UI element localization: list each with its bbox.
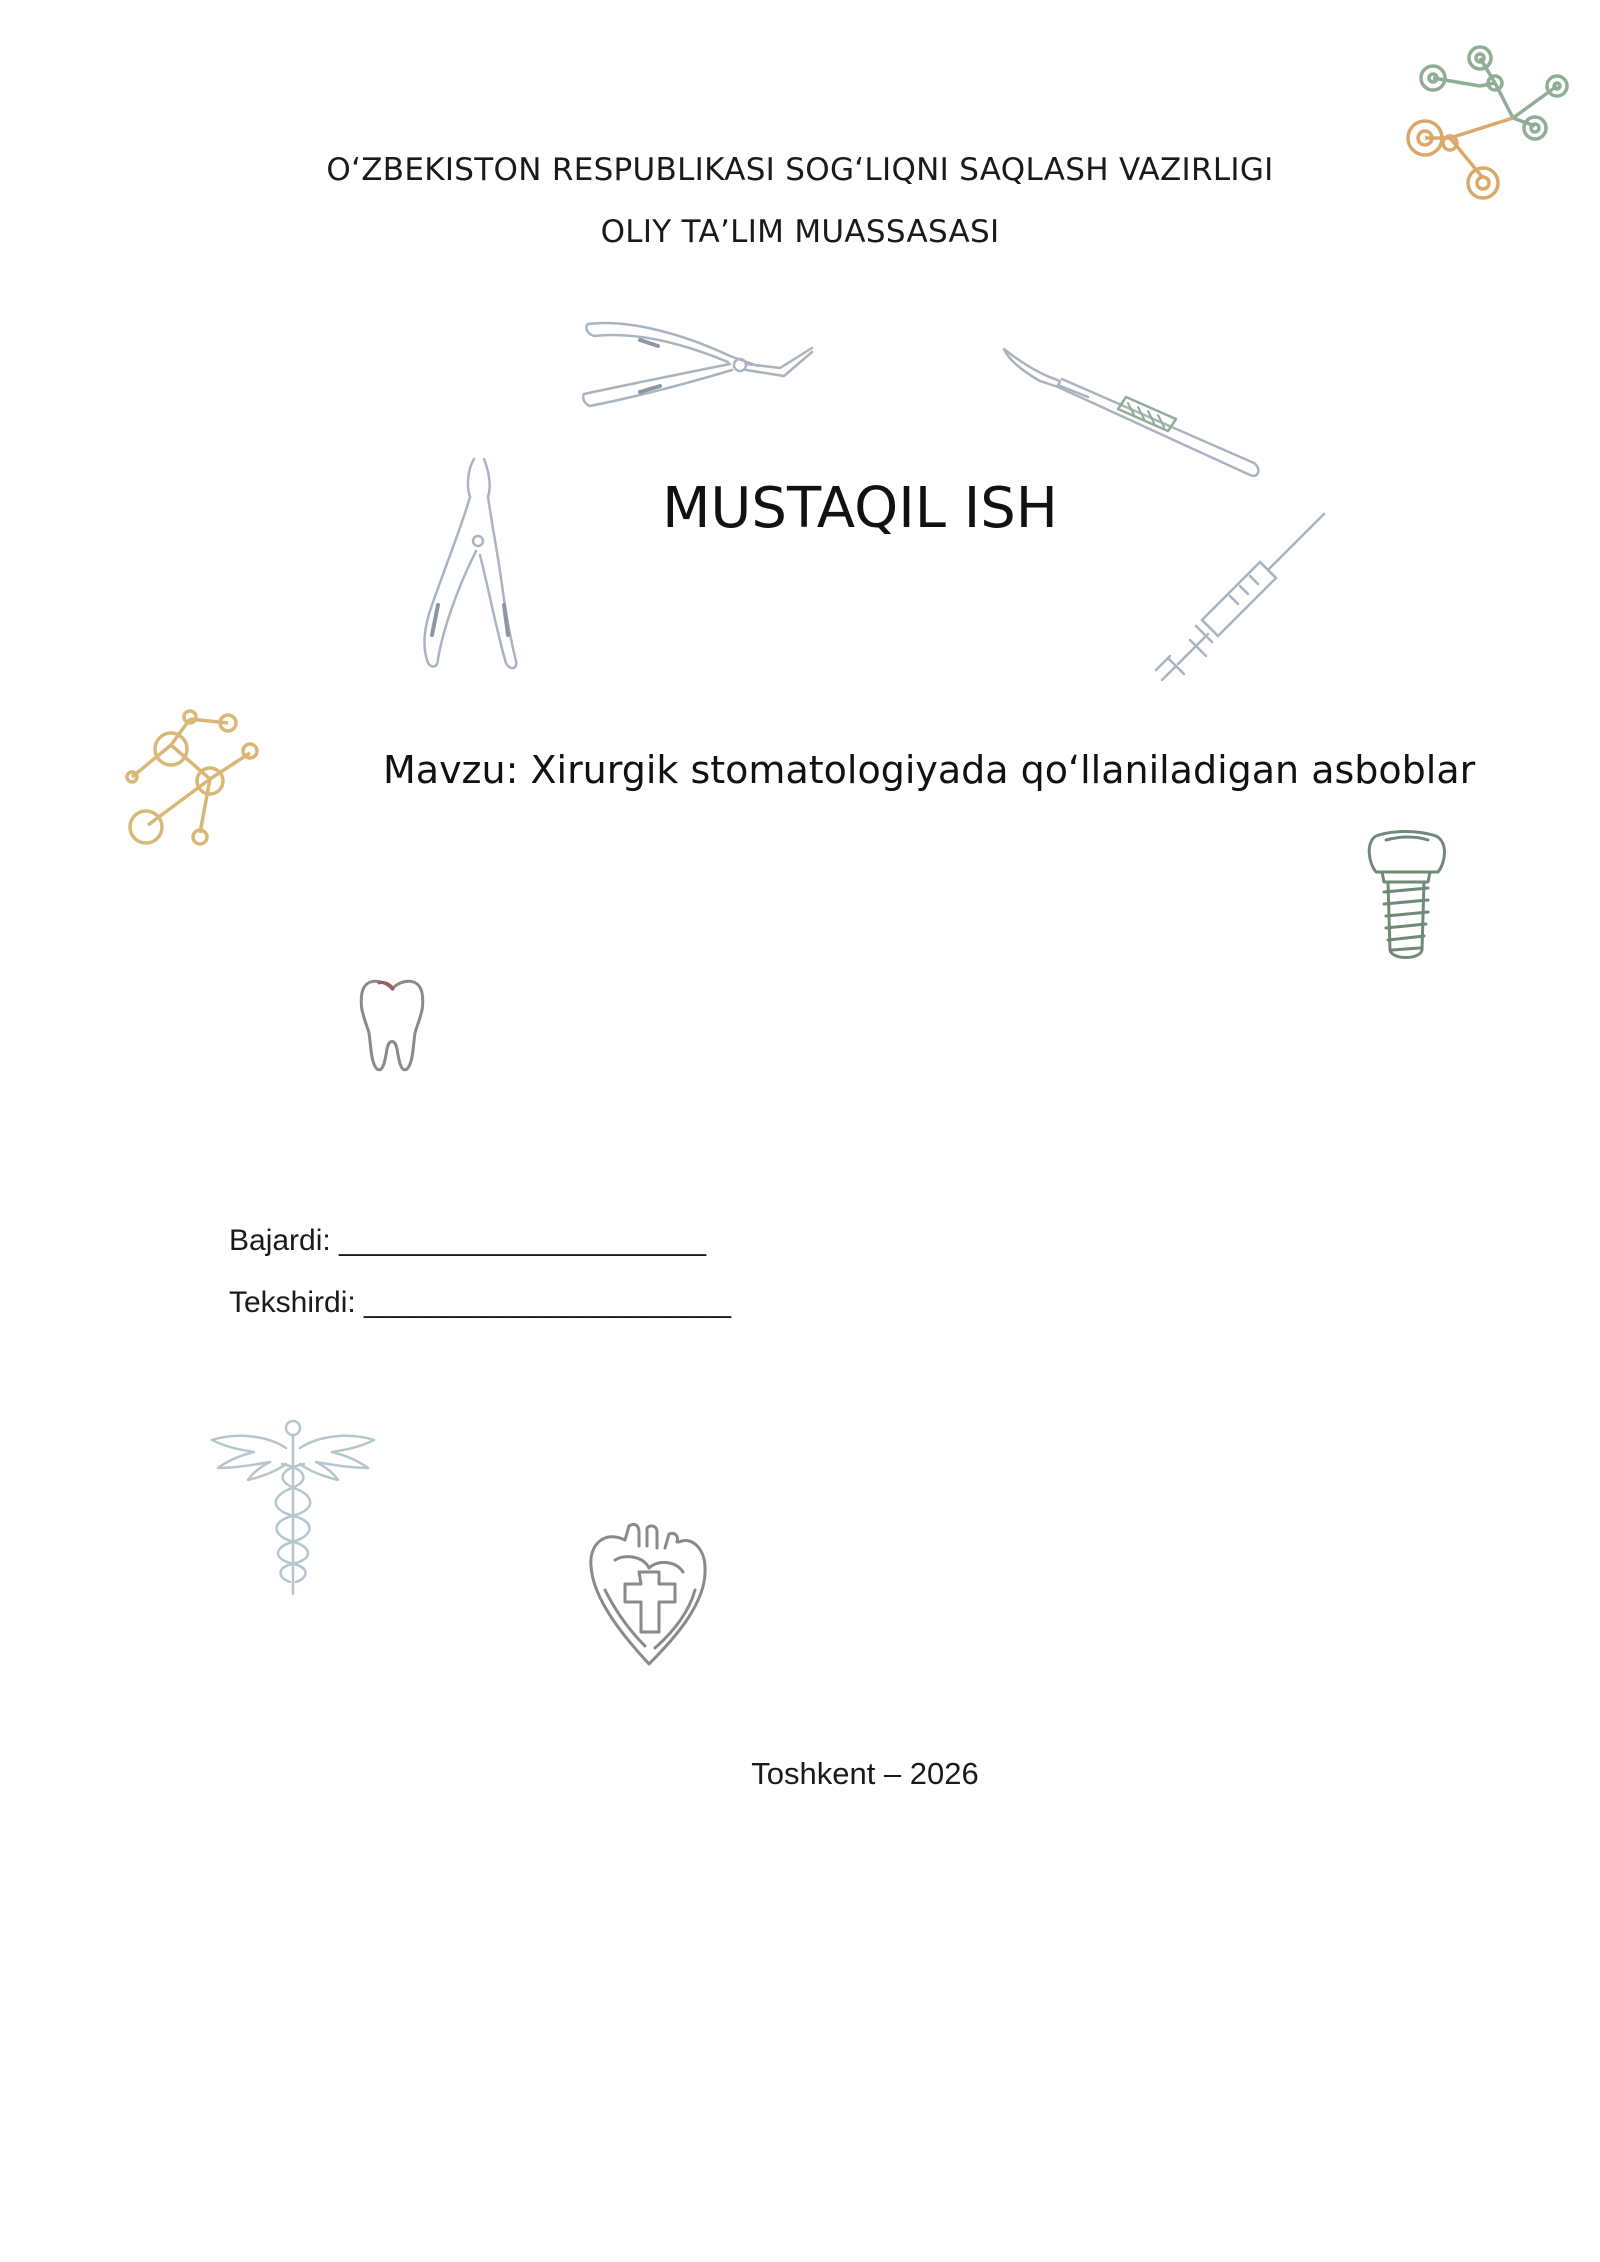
syringe-icon [1148,510,1328,690]
anatomical-heart-icon [585,1520,715,1670]
city-year: Toshkent – 2026 [751,1756,979,1791]
ministry-heading: O‘ZBEKISTON RESPUBLIKASI SOG‘LIQNI SAQLASH VAZIRLIGI [326,152,1274,188]
molecule-icon [1395,28,1575,208]
tooth-icon [357,975,427,1075]
document-title: MUSTAQIL ISH [662,476,1058,541]
molecule-icon [118,705,268,855]
checker-signature-line: Tekshirdi: ______________________ [229,1286,732,1319]
topic-line: Mavzu: Xirurgik stomatologiyada qo‘llaniladigan asboblar [383,748,1476,792]
dental-implant-icon [1362,828,1452,968]
orthodontic-pliers-icon [580,318,820,418]
scalpel-icon [1000,345,1260,485]
performer-signature-line: Bajardi: ______________________ [229,1224,707,1257]
institution-heading: OLIY TA’LIM MUASSASASI [600,214,1000,250]
caduceus-icon [208,1418,378,1598]
extraction-forceps-icon [418,455,528,675]
